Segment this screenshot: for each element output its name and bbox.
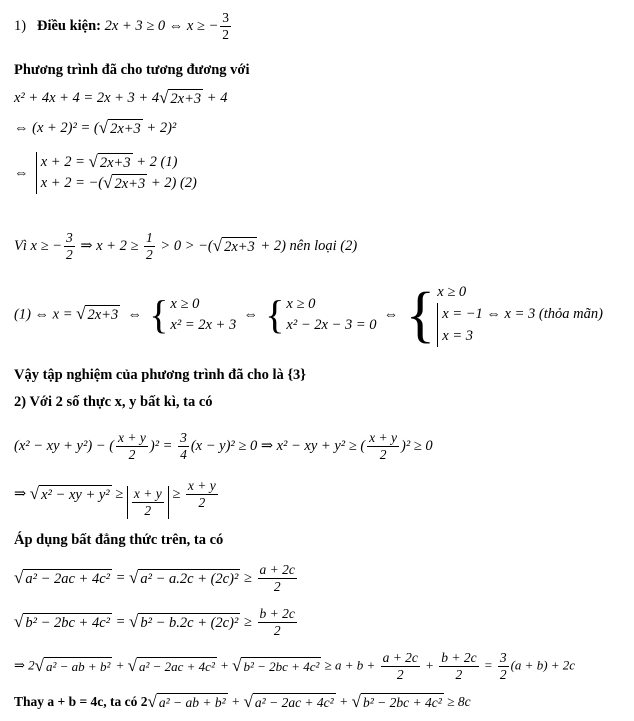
conclusion: Vậy tập nghiệm của phương trình đã cho là {3} bbox=[14, 367, 307, 383]
cond-frac: $\frac{3}{2}$ bbox=[222, 10, 229, 42]
system-3: { x ≥ 0 x = −1 ⇔ x = 3 (thỏa mãn) x = 3 bbox=[405, 280, 603, 349]
system-2: { x ≥ 0 x² − 2x − 3 = 0 bbox=[265, 291, 377, 337]
condition-expr: 2x + 3 ≥ 0 ⇔ x ≥ − bbox=[104, 17, 219, 34]
cases-line: ⇔ x + 2 = √ 2x+3 + 2 (1) x + 2 = −( √ 2x+3 + 2) (2) bbox=[14, 152, 197, 193]
sum-line: ⇒ 2 √ a² − ab + b² + √ a² − 2ac + 4c² + √ b² − 2bc + 4c² ≥ a + b + $\frac{a + 2c}{2}$ + $\frac{b + 2c}{2}$ = $\frac{3}{2}$ (a + b) + 2c bbox=[14, 650, 576, 682]
apply-text: Áp dụng bất đẳng thức trên, ta có bbox=[14, 532, 224, 548]
cases-bracket: x + 2 = √ 2x+3 + 2 (1) x + 2 = −( √ 2x+3 + 2) (2) bbox=[36, 152, 197, 194]
system-1: { x ≥ 0 x² = 2x + 3 bbox=[149, 291, 237, 337]
eq1: x² + 4x + 4 = 2x + 3 + 4 √ 2x+3 + 4 bbox=[14, 88, 228, 108]
apply-line-2: √ b² − 2bc + 4c² = √ b² − b.2c + (2c)² ≥ $\frac{b + 2c}{2}$ bbox=[14, 606, 295, 638]
equiv-text: Phương trình đã cho tương đương với bbox=[14, 62, 250, 78]
ineq2: ⇒ √ x² − xy + y² ≥ $\frac{x + y}{2}$ ≥ $\frac{x + y}{2}$ bbox=[14, 478, 216, 518]
ineq1: (x² − xy + y²) − ( $\frac{x + y}{2}$ )² = $\frac{3}{4}$ (x − y)² ≥ 0 ⇒ x² − xy + y² ≥ ( $\frac{x + y}{2}$ )² ≥ 0 bbox=[14, 430, 433, 462]
final-line: Thay a + b = 4c, ta có 2 √ a² − ab + b² + √ a² − 2ac + 4c² + √ b² − 2bc + 4c² ≥ 8c bbox=[14, 692, 471, 712]
part1-condition-line bbox=[14, 10, 628, 43]
vi-line: Vì x ≥ − $\frac{3}{2}$ ⇒ x + 2 ≥ $\frac{1}{2}$ > 0 > −( √ 2x+3 + 2) nên loại (2) bbox=[14, 230, 358, 262]
condition-word: Điều kiện: bbox=[36, 17, 102, 34]
solution-line: (1) ⇔ x = √ 2x+3 ⇔ { x ≥ 0 x² = 2x + 3 ⇔ { x ≥ 0 x² − 2x − 3 = 0 ⇔ { x ≥ 0 x = −1 ⇔ x = 3 (thỏa mãn) x = 3 bbox=[14, 280, 603, 349]
eq2: ⇔ (x + 2)² = ( √ 2x+3 + 2)² bbox=[14, 118, 177, 138]
part2-intro: 2) Với 2 số thực x, y bất kì, ta có bbox=[14, 394, 213, 410]
apply-line-1: √ a² − 2ac + 4c² = √ a² − a.2c + (2c)² ≥ $\frac{a + 2c}{2}$ bbox=[14, 562, 295, 594]
part-label: 1) bbox=[14, 17, 27, 34]
